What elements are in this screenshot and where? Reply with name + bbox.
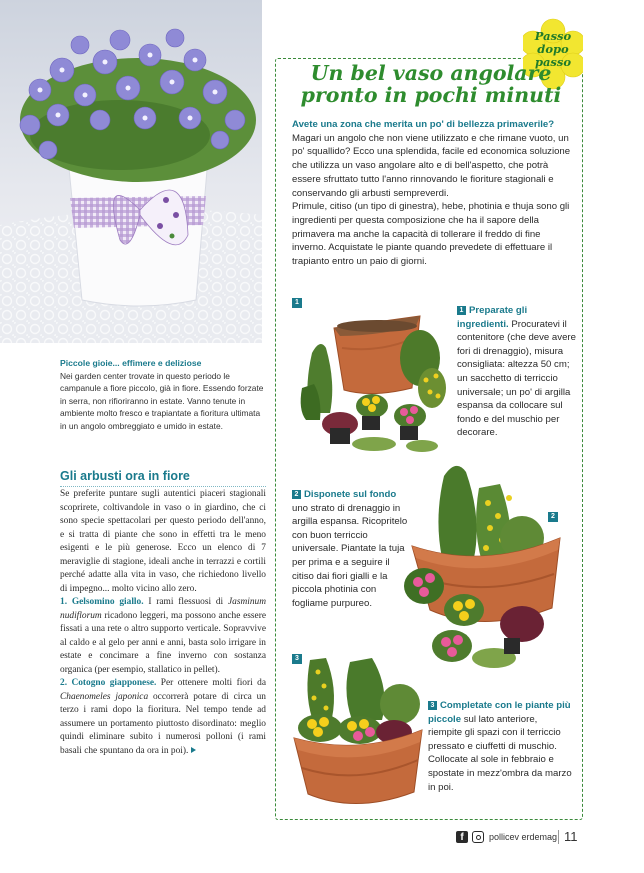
species-name: Chaenomeles japonica <box>60 691 149 702</box>
campanula-photo <box>0 0 262 343</box>
intro-lead: Avete una zona che merita un po' di bellezza primaverile? <box>292 119 555 130</box>
step-number: 1 <box>457 306 466 315</box>
social-handle: pollicev erdemag <box>489 832 558 842</box>
photo-step-number: 1 <box>292 298 302 308</box>
article-intro <box>292 118 574 269</box>
intro-text: Magari un angolo che non viene utilizzato e che rimane vuoto, un po' squallido? Ecco una splendida, facile ed economica soluzione che utilizza un vaso angolare alto e di bell'aspetto, che potrà essere sfruttato tutto l'anno rinnovando le fioriture stagionali e conservando gli arbusti sempreverdi. <box>292 132 571 199</box>
list-item-label: 2. Cotogno giapponese. <box>60 678 157 688</box>
list-item-text: I rami flessuosi di <box>143 597 228 607</box>
page-footer <box>456 829 636 847</box>
step-body: uno strato di drenaggio in argilla espansa. Ricopritelo con buon terriccio universale. Piantate la tuja per prima e a seguire il citiso dai fiori gialli e la piccola photinia con fogliame purpureo. <box>292 502 408 609</box>
photo-step-number: 3 <box>292 654 302 664</box>
step-number: 2 <box>292 490 301 499</box>
step-lead: Disponete sul fondo <box>304 489 397 500</box>
step-lead: Preparate gli ingredienti. <box>457 305 528 330</box>
intro-paragraph: Primule, citiso (un tipo di ginestra), hebe, photinia e thuja sono gli ingredienti per questa composizione che ha il sapore della primavera ma anche la capacità di tollerare il freddo di fine inverno. Acquistate le piante quando prevedete di effettuare il trapianto entro un paio di giorni. <box>292 201 570 268</box>
caption-text: Nei garden center trovate in questo periodo le campanule a fiore piccolo, già in fiore. Essendo forzate in serra, non rifioriranno in estate. Vanno tenute in ambiente molto fresco e trapiantate a fioritura ultimata in un angolo ombreggiato e umido in estate. <box>60 371 264 431</box>
badge-line: passo <box>534 55 572 69</box>
badge-line: dopo <box>537 42 569 56</box>
intro-paragraph <box>292 118 574 200</box>
article-title-line: Un bel vaso angolare <box>310 61 552 85</box>
list-item-text: ricadono leggeri, ma possono anche essere fissati a una rete o altro supporto verticale. Sopravvive al caldo e al gelo per anni e anni, basta solo irrigare in estate e concimare a fine inverno con sostanza organica (per esempio, stallatico in pellet). <box>60 610 266 675</box>
badge-line: Passo <box>534 29 572 43</box>
left-article-body <box>60 488 266 758</box>
page-number: 11 <box>564 829 578 844</box>
step-lead: Completate con le piante più piccole <box>428 700 571 725</box>
step-3-photo <box>290 652 424 812</box>
instagram-icon[interactable] <box>472 831 484 843</box>
list-item-text: occorrerà potare di circa un terzo i rami dopo la fioritura. Nel tempo tende ad assumere un portamento piuttosto disordinato: meglio quindi eliminare subito i numerosi polloni (i rami basali che spuntano da ora in poi). <box>60 691 266 756</box>
article-title-line: pronto in pochi minuti <box>300 83 562 107</box>
left-article-paragraph: Se preferite puntare sugli autentici piaceri stagionali scoprirete, coltivandole in vaso o in giardino, che ci sono specie spettacolari per questo periodo dell'anno, e si tratta di piante che sono in effetti tra le meno esigenti e le più generose. Ecco un elenco di 7 meraviglie di stagione, ideali anche in terrazzi e cortili perché adatte alla vita in vaso, che richiedono livello di impegno... molto vicino allo zero. <box>60 489 266 594</box>
step-body: Procuratevi il contenitore (che deve avere fori di drenaggio), misura consigliata: altezza 50 cm; un sacchetto di terriccio universale; un po' di argilla espansa da collocare sul fondo e del muschio per decorare. <box>457 318 576 439</box>
facebook-icon[interactable]: f <box>456 831 468 843</box>
list-item <box>60 677 266 758</box>
caption-title: Piccole gioie... effimere e deliziose <box>60 358 202 368</box>
list-item-text: Per ottenere molti fiori da <box>156 678 266 688</box>
step-1-photo <box>292 298 452 458</box>
photo-step-number: 2 <box>548 512 558 522</box>
continue-arrow-icon <box>191 747 196 753</box>
photo-caption <box>60 358 266 432</box>
list-item <box>60 596 266 677</box>
step-1-text <box>457 304 577 440</box>
left-article-heading: Gli arbusti ora in fiore <box>60 469 266 487</box>
step-3-text <box>428 699 574 794</box>
footer-divider <box>558 830 559 844</box>
step-number: 3 <box>428 701 437 710</box>
step-2-text <box>292 488 414 610</box>
article-title <box>288 62 574 106</box>
step-body: sul lato anteriore, riempite gli spazi con il terriccio pressato e ciuffetti di muschio. Collocate al sole in febbraio e spostate in mezz'ombra da marzo in poi. <box>428 713 572 793</box>
step-2-photo <box>404 458 566 674</box>
list-item-label: 1. Gelsomino giallo. <box>60 597 144 607</box>
species-name: Jasminum nudiflorum <box>60 597 266 621</box>
